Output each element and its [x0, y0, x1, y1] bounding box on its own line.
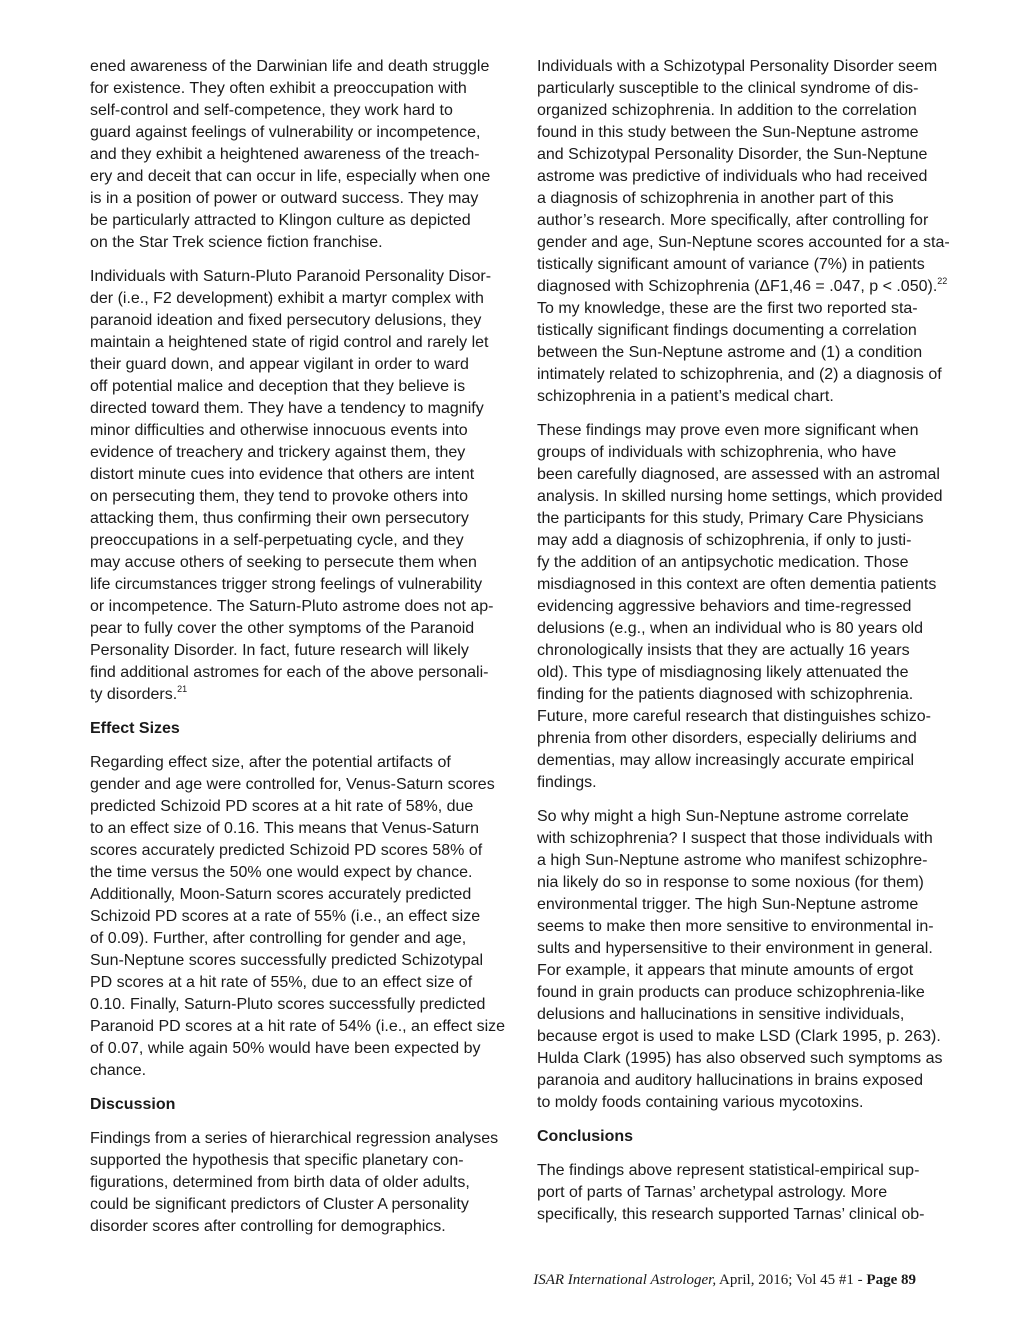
text-line: tistically significant findings documenting a correlation [537, 322, 917, 339]
text-line: So why might a high Sun-Neptune astrome correlate [537, 808, 909, 825]
text-line: self-control and self-competence, they work hard to [90, 102, 453, 119]
text-line: intimately related to schizophrenia, and (2) a diagnosis of [537, 366, 942, 383]
text-line: been carefully diagnosed, are assessed with an astromal [537, 466, 940, 483]
text-line: be particularly attracted to Klingon culture as depicted [90, 212, 471, 229]
text-line: misdiagnosed in this context are often dementia patients [537, 576, 937, 593]
text-line: Schizoid PD scores at a rate of 55% (i.e., an effect size [90, 908, 481, 925]
left-column [90, 56, 520, 1238]
text-line: dementias, may allow increasingly accurate empirical [537, 752, 915, 769]
text-line: supported the hypothesis that specific planetary con- [90, 1152, 464, 1169]
text-line: 0.10. Finally, Saturn-Pluto scores successfully predicted [90, 996, 486, 1013]
text-line: paranoia and auditory hallucinations in brains exposed [537, 1072, 924, 1089]
text-line: Regarding effect size, after the potential artifacts of [90, 754, 451, 771]
text-line: distort minute cues into evidence that others are intent [90, 466, 475, 483]
text-line: pear to fully cover the other symptoms of the Paranoid [90, 620, 475, 637]
text-line: to an effect size of 0.16. This means that Venus-Saturn [90, 820, 479, 837]
text-line: guard against feelings of vulnerability or incompetence, [90, 124, 481, 141]
text-line: port of parts of Tarnas’ archetypal astrology. More [537, 1184, 888, 1201]
text-line: chronologically insists that they are actually 16 years [537, 642, 910, 659]
text-line: astrome was predictive of individuals who had received [537, 168, 928, 185]
text-line: of 0.07, while again 50% would have been expected by [90, 1040, 481, 1057]
paragraph [90, 1128, 520, 1238]
text-line: der (i.e., F2 development) exhibit a martyr complex with [90, 290, 484, 307]
text-line: sults and hypersensitive to their environment in general. [537, 940, 933, 957]
text-line: delusions (e.g., when an individual who is 80 years old [537, 620, 924, 637]
right-column [537, 56, 967, 1226]
text-line: and they exhibit a heightened awareness of the treach- [90, 146, 480, 163]
text-line: figurations, determined from birth data of older adults, [90, 1174, 470, 1191]
text-line: off potential malice and deception that they believe is [90, 378, 466, 395]
text-line: PD scores at a hit rate of 55%, due to an effect size of [90, 974, 473, 991]
text-line: scores accurately predicted Schizoid PD scores 58% of [90, 842, 483, 859]
text-line: ty disorders.$^{21}$ [90, 684, 188, 703]
text-line: directed toward them. They have a tendency to magnify [90, 400, 484, 417]
text-line: findings. [537, 774, 597, 791]
text-line: maintain a heightened state of rigid control and rarely let [90, 334, 489, 351]
text-line: because ergot is used to make LSD (Clark 1995, p. 263). [537, 1028, 941, 1045]
text-line: To my knowledge, these are the first two reported sta- [537, 300, 918, 317]
text-line: evidence of treachery and trickery against them, they [90, 444, 466, 461]
text-line: particularly susceptible to the clinical syndrome of dis- [537, 80, 919, 97]
text-line: Individuals with Saturn-Pluto Paranoid Personality Disor- [90, 268, 492, 285]
text-line: analysis. In skilled nursing home settings, which provided [537, 488, 943, 505]
text-line: diagnosed with Schizophrenia (ΔF1,46 = .047, p < .050).$^{22}$ [537, 276, 948, 295]
text-line: is in a position of power or outward success. They may [90, 190, 479, 207]
text-line: gender and age were controlled for, Venus-Saturn scores [90, 776, 495, 793]
text-line: found in this study between the Sun-Neptune astrome [537, 124, 919, 141]
paragraph [537, 1160, 967, 1226]
paragraph [537, 420, 967, 794]
section-heading-effect-sizes: Effect Sizes [90, 720, 180, 737]
text-line: ery and deceit that can occur in life, especially when one [90, 168, 491, 185]
text-line: evidencing aggressive behaviors and time-regressed [537, 598, 912, 615]
issue-info: April, 2016; Vol 45 #1 - [716, 1272, 867, 1288]
text-line: phrenia from other disorders, especially deliriums and [537, 730, 917, 747]
text-line: seems to make then more sensitive to environmental in- [537, 918, 934, 935]
footnote-ref: 22 [937, 276, 948, 286]
text-line: gender and age, Sun-Neptune scores accounted for a sta- [537, 234, 950, 251]
text-line: predicted Schizoid PD scores at a hit rate of 58%, due [90, 798, 474, 815]
text-line: paranoid ideation and fixed persecutory delusions, they [90, 312, 482, 329]
text-line: a diagnosis of schizophrenia in another part of this [537, 190, 894, 207]
text-line: preoccupations in a self-perpetuating cycle, and they [90, 532, 464, 549]
text-line: with schizophrenia? I suspect that those individuals with [537, 830, 933, 847]
text-line: of 0.09). Further, after controlling for gender and age, [90, 930, 467, 947]
text-line: and Schizotypal Personality Disorder, the Sun-Neptune [537, 146, 928, 163]
text-line: found in grain products can produce schizophrenia-like [537, 984, 925, 1001]
text-line: their guard down, and appear vigilant in order to ward [90, 356, 469, 373]
text-line: to moldy foods containing various mycotoxins. [537, 1094, 864, 1111]
section-heading-conclusions: Conclusions [537, 1128, 634, 1145]
text-line: tistically significant amount of variance (7%) in patients [537, 256, 925, 273]
paragraph [537, 806, 967, 1114]
text-line: could be significant predictors of Cluster A personality [90, 1196, 469, 1213]
text-line: fy the addition of an antipsychotic medication. Those [537, 554, 909, 571]
text-line: Paranoid PD scores at a hit rate of 54% (i.e., an effect size [90, 1018, 506, 1035]
paragraph [90, 56, 520, 254]
text-line: nia likely do so in response to some noxious (for them) [537, 874, 924, 891]
publication-name: ISAR International Astrologer, [533, 1272, 717, 1288]
text-line: finding for the patients diagnosed with schizophrenia. [537, 686, 914, 703]
text-line: Hulda Clark (1995) has also observed such symptoms as [537, 1050, 943, 1067]
text-line: attacking them, thus confirming their own persecutory [90, 510, 469, 527]
text-line: Sun-Neptune scores successfully predicted Schizotypal [90, 952, 484, 969]
page-number: Page 89 [866, 1272, 916, 1288]
text-line: minor difficulties and otherwise innocuous events into [90, 422, 468, 439]
text-line: life circumstances trigger strong feelings of vulnerability [90, 576, 483, 593]
text-line: schizophrenia in a patient’s medical chart. [537, 388, 834, 405]
text-line: groups of individuals with schizophrenia, who have [537, 444, 897, 461]
paragraph [537, 56, 967, 408]
text-line: Individuals with a Schizotypal Personality Disorder seem [537, 58, 938, 75]
footnote-ref: 21 [177, 684, 188, 694]
text-line: Future, more careful research that distinguishes schizo- [537, 708, 931, 725]
text-line: These findings may prove even more significant when [537, 422, 919, 439]
text-line: organized schizophrenia. In addition to the correlation [537, 102, 917, 119]
text-line: chance. [90, 1062, 147, 1079]
text-line: Findings from a series of hierarchical regression analyses [90, 1130, 499, 1147]
text-line: on persecuting them, they tend to provoke others into [90, 488, 469, 505]
text-line: delusions and hallucinations in sensitive individuals, [537, 1006, 905, 1023]
page-footer [533, 1272, 916, 1289]
paragraph [90, 266, 520, 706]
text-line: the time versus the 50% one would expect by chance. [90, 864, 473, 881]
text-line: old). This type of misdiagnosing likely attenuated the [537, 664, 909, 681]
text-line: environmental trigger. The high Sun-Neptune astrome [537, 896, 919, 913]
text-line: specifically, this research supported Tarnas’ clinical ob- [537, 1206, 925, 1223]
text-line: find additional astromes for each of the above personali- [90, 664, 489, 681]
text-line: a high Sun-Neptune astrome who manifest schizophre- [537, 852, 928, 869]
text-line: on the Star Trek science fiction franchise. [90, 234, 383, 251]
text-line: disorder scores after controlling for demographics. [90, 1218, 446, 1235]
paragraph [90, 752, 520, 1082]
text-line: may accuse others of seeking to persecute them when [90, 554, 477, 571]
text-line: between the Sun-Neptune astrome and (1) a condition [537, 344, 923, 361]
text-line: or incompetence. The Saturn-Pluto astrome does not ap- [90, 598, 494, 615]
text-line: Additionally, Moon-Saturn scores accurately predicted [90, 886, 472, 903]
text-line: The findings above represent statistical-empirical sup- [537, 1162, 920, 1179]
text-line: ened awareness of the Darwinian life and death struggle [90, 58, 490, 75]
text-line: Personality Disorder. In fact, future research will likely [90, 642, 469, 659]
text-line: author’s research. More specifically, after controlling for [537, 212, 929, 229]
text-line: for existence. They often exhibit a preoccupation with [90, 80, 467, 97]
section-heading-discussion: Discussion [90, 1096, 176, 1113]
text-line: For example, it appears that minute amounts of ergot [537, 962, 914, 979]
text-line: may add a diagnosis of schizophrenia, if only to justi- [537, 532, 912, 549]
text-line: the participants for this study, Primary Care Physicians [537, 510, 924, 527]
